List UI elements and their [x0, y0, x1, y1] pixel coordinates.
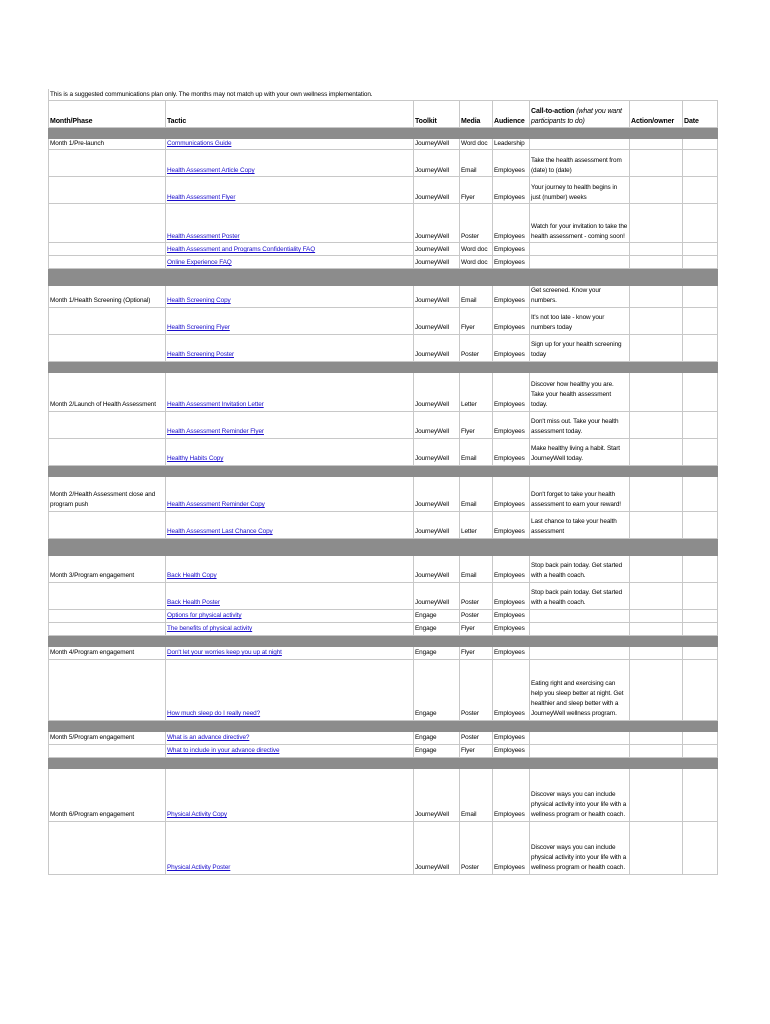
separator-cell	[49, 720, 718, 731]
header-media: Media	[460, 101, 493, 128]
media-cell: Letter	[460, 511, 493, 538]
section-separator	[49, 269, 718, 286]
audience-cell: Employees	[493, 334, 530, 361]
media-cell: Flyer	[460, 744, 493, 757]
toolkit-cell: JourneyWell	[414, 150, 460, 177]
call-to-action-cell	[530, 256, 630, 269]
media-cell: Email	[460, 150, 493, 177]
header-action-owner: Action/owner	[630, 101, 683, 128]
tactic-cell	[166, 411, 414, 438]
tactic-cell	[166, 622, 414, 635]
separator-cell	[49, 269, 718, 286]
call-to-action-cell: Make healthy living a habit. Start JourneyWell today.	[530, 438, 630, 465]
tactic-cell	[166, 256, 414, 269]
table-row	[49, 334, 718, 361]
tactic-cell	[166, 177, 414, 204]
action-owner-cell	[630, 204, 683, 243]
table-row	[49, 411, 718, 438]
call-to-action-cell	[530, 139, 630, 150]
media-cell: Word doc	[460, 256, 493, 269]
tactic-link[interactable]: Health Assessment Article Copy	[167, 167, 255, 174]
call-to-action-cell: Don't forget to take your health assessment to earn your reward!	[530, 476, 630, 511]
media-cell: Poster	[460, 582, 493, 609]
tactic-link[interactable]: Health Assessment Poster	[167, 233, 240, 240]
call-to-action-cell	[530, 622, 630, 635]
tactic-link[interactable]: Health Screening Copy	[167, 297, 231, 305]
phase-cell	[49, 243, 166, 256]
table-row	[49, 555, 718, 582]
audience-cell: Employees	[493, 821, 530, 874]
table-row	[49, 744, 718, 757]
media-cell: Email	[460, 476, 493, 511]
date-cell	[683, 243, 718, 256]
plan-note: This is a suggested communications plan only. The months may not match up with your own wellness implementation.	[49, 89, 718, 101]
phase-cell	[49, 411, 166, 438]
tactic-cell	[166, 438, 414, 465]
audience-cell: Leadership	[493, 139, 530, 150]
toolkit-cell: JourneyWell	[414, 582, 460, 609]
date-cell	[683, 476, 718, 511]
date-cell	[683, 582, 718, 609]
call-to-action-cell	[530, 731, 630, 744]
separator-cell	[49, 128, 718, 139]
date-cell	[683, 744, 718, 757]
call-to-action-cell: Take the health assessment from (date) to (date)	[530, 150, 630, 177]
phase-cell	[49, 438, 166, 465]
tactic-link[interactable]: The benefits of physical activity	[167, 625, 253, 633]
date-cell	[683, 177, 718, 204]
media-cell: Flyer	[460, 411, 493, 438]
audience-cell: Employees	[493, 768, 530, 821]
table-row	[49, 821, 718, 874]
header-row	[49, 101, 718, 128]
table-row	[49, 286, 718, 307]
phase-cell: Month 1/Health Screening (Optional)	[49, 286, 166, 307]
call-to-action-cell: Your journey to health begins in just (number) weeks	[530, 177, 630, 204]
phase-cell	[49, 744, 166, 757]
tactic-cell	[166, 744, 414, 757]
table-row	[49, 204, 718, 243]
table-row	[49, 476, 718, 511]
table-row	[49, 256, 718, 269]
phase-cell	[49, 307, 166, 334]
audience-cell: Employees	[493, 511, 530, 538]
call-to-action-cell: It's not too late - know your numbers today	[530, 307, 630, 334]
audience-cell: Employees	[493, 256, 530, 269]
phase-cell	[49, 622, 166, 635]
audience-cell: Employees	[493, 243, 530, 256]
action-owner-cell	[630, 243, 683, 256]
toolkit-cell: JourneyWell	[414, 768, 460, 821]
phase-cell	[49, 150, 166, 177]
date-cell	[683, 438, 718, 465]
tactic-cell	[166, 243, 414, 256]
toolkit-cell: JourneyWell	[414, 476, 460, 511]
tactic-link[interactable]: Online Experience FAQ	[167, 259, 232, 266]
action-owner-cell	[630, 511, 683, 538]
toolkit-cell: JourneyWell	[414, 177, 460, 204]
table-row	[49, 582, 718, 609]
audience-cell: Employees	[493, 438, 530, 465]
tactic-cell	[166, 372, 414, 411]
tactic-link[interactable]: Physical Activity Poster	[167, 864, 231, 872]
media-cell: Poster	[460, 609, 493, 622]
tactic-cell	[166, 139, 414, 150]
tactic-link[interactable]: Healthy Habits Copy	[167, 455, 224, 463]
media-cell: Poster	[460, 659, 493, 720]
media-cell: Word doc	[460, 243, 493, 256]
section-separator	[49, 128, 718, 139]
table-row	[49, 646, 718, 659]
date-cell	[683, 646, 718, 659]
tactic-link[interactable]: How much sleep do I really need?	[167, 710, 261, 718]
tactic-link[interactable]: Health Assessment and Programs Confidentiality FAQ	[167, 246, 316, 253]
action-owner-cell	[630, 256, 683, 269]
separator-cell	[49, 361, 718, 372]
media-cell: Email	[460, 438, 493, 465]
table-row	[49, 609, 718, 622]
toolkit-cell: JourneyWell	[414, 243, 460, 256]
audience-cell: Employees	[493, 744, 530, 757]
separator-cell	[49, 635, 718, 646]
phase-cell: Month 2/Launch of Health Assessment	[49, 372, 166, 411]
call-to-action-cell: Discover ways you can include physical activity into your life with a wellness program or health coach.	[530, 768, 630, 821]
tactic-cell	[166, 555, 414, 582]
tactic-link[interactable]: Physical Activity Copy	[167, 811, 227, 819]
media-cell: Flyer	[460, 307, 493, 334]
call-to-action-cell	[530, 243, 630, 256]
tactic-link[interactable]: Communications Guide	[167, 140, 232, 147]
toolkit-cell: Engage	[414, 659, 460, 720]
media-cell: Email	[460, 768, 493, 821]
header-audience: Audience	[493, 101, 530, 128]
toolkit-cell: Engage	[414, 609, 460, 622]
section-separator	[49, 720, 718, 731]
header-toolkit: Toolkit	[414, 101, 460, 128]
table-row	[49, 150, 718, 177]
date-cell	[683, 307, 718, 334]
call-to-action-cell: Don't miss out. Take your health assessment today.	[530, 411, 630, 438]
action-owner-cell	[630, 438, 683, 465]
toolkit-cell: JourneyWell	[414, 286, 460, 307]
table-row	[49, 372, 718, 411]
header-cta-italic-1: (what you want	[576, 107, 622, 115]
tactic-link[interactable]: Health Screening Flyer	[167, 324, 230, 332]
header-cta-italic-2: participants to do)	[531, 117, 585, 125]
date-cell	[683, 731, 718, 744]
media-cell: Poster	[460, 204, 493, 243]
phase-cell	[49, 582, 166, 609]
toolkit-cell: JourneyWell	[414, 511, 460, 538]
phase-cell	[49, 659, 166, 720]
toolkit-cell: Engage	[414, 646, 460, 659]
action-owner-cell	[630, 731, 683, 744]
phase-cell: Month 5/Program engagement	[49, 731, 166, 744]
toolkit-cell: JourneyWell	[414, 334, 460, 361]
action-owner-cell	[630, 609, 683, 622]
toolkit-cell: JourneyWell	[414, 307, 460, 334]
note-row	[49, 89, 718, 101]
call-to-action-cell: Stop back pain today. Get started with a health coach.	[530, 555, 630, 582]
date-cell	[683, 609, 718, 622]
section-separator	[49, 361, 718, 372]
date-cell	[683, 256, 718, 269]
action-owner-cell	[630, 476, 683, 511]
header-tactic: Tactic	[166, 101, 414, 128]
date-cell	[683, 511, 718, 538]
phase-cell	[49, 609, 166, 622]
tactic-link[interactable]: What is an advance directive?	[167, 734, 250, 742]
phase-cell	[49, 334, 166, 361]
media-cell: Letter	[460, 372, 493, 411]
tactic-link[interactable]: Health Assessment Flyer	[167, 194, 236, 201]
tactic-cell	[166, 204, 414, 243]
audience-cell: Employees	[493, 731, 530, 744]
audience-cell: Employees	[493, 659, 530, 720]
date-cell	[683, 659, 718, 720]
toolkit-cell: JourneyWell	[414, 204, 460, 243]
media-cell: Email	[460, 555, 493, 582]
media-cell: Word doc	[460, 139, 493, 150]
call-to-action-cell: Sign up for your health screening today	[530, 334, 630, 361]
date-cell	[683, 204, 718, 243]
phase-cell: Month 3/Program engagement	[49, 555, 166, 582]
audience-cell: Employees	[493, 582, 530, 609]
media-cell: Poster	[460, 731, 493, 744]
audience-cell: Employees	[493, 372, 530, 411]
toolkit-cell: Engage	[414, 622, 460, 635]
media-cell: Flyer	[460, 177, 493, 204]
tactic-cell	[166, 307, 414, 334]
header-phase: Month/Phase	[49, 101, 166, 128]
audience-cell: Employees	[493, 177, 530, 204]
phase-cell	[49, 511, 166, 538]
tactic-cell	[166, 609, 414, 622]
phase-cell	[49, 204, 166, 243]
tactic-link[interactable]: Don't let your worries keep you up at night	[167, 649, 282, 657]
phase-cell	[49, 177, 166, 204]
table-row	[49, 622, 718, 635]
separator-cell	[49, 757, 718, 768]
toolkit-cell: JourneyWell	[414, 555, 460, 582]
action-owner-cell	[630, 150, 683, 177]
tactic-cell	[166, 731, 414, 744]
date-cell	[683, 622, 718, 635]
tactic-cell	[166, 476, 414, 511]
tactic-cell	[166, 768, 414, 821]
tactic-cell	[166, 334, 414, 361]
call-to-action-cell: Last chance to take your health assessment	[530, 511, 630, 538]
action-owner-cell	[630, 646, 683, 659]
media-cell: Poster	[460, 334, 493, 361]
audience-cell: Employees	[493, 307, 530, 334]
tactic-cell	[166, 286, 414, 307]
toolkit-cell: JourneyWell	[414, 256, 460, 269]
action-owner-cell	[630, 372, 683, 411]
table-row	[49, 307, 718, 334]
tactic-link[interactable]: Health Assessment Reminder Copy	[167, 501, 265, 509]
toolkit-cell: JourneyWell	[414, 139, 460, 150]
communications-plan-sheet	[48, 89, 717, 875]
header-cta-bold: Call-to-action	[531, 107, 575, 115]
toolkit-cell: JourneyWell	[414, 821, 460, 874]
media-cell: Email	[460, 286, 493, 307]
separator-cell	[49, 465, 718, 476]
call-to-action-cell: Discover how healthy you are. Take your health assessment today.	[530, 372, 630, 411]
communications-plan-table	[48, 89, 718, 875]
action-owner-cell	[630, 622, 683, 635]
tactic-link[interactable]: Back Health Copy	[167, 572, 217, 580]
tactic-cell	[166, 150, 414, 177]
audience-cell: Employees	[493, 609, 530, 622]
call-to-action-cell: Discover ways you can include physical activity into your life with a wellness program or health coach.	[530, 821, 630, 874]
toolkit-cell: JourneyWell	[414, 372, 460, 411]
date-cell	[683, 555, 718, 582]
table-row	[49, 438, 718, 465]
call-to-action-cell	[530, 744, 630, 757]
section-separator	[49, 757, 718, 768]
toolkit-cell: Engage	[414, 731, 460, 744]
toolkit-cell: JourneyWell	[414, 411, 460, 438]
call-to-action-cell: Watch for your invitation to take the health assessment - coming soon!	[530, 204, 630, 243]
audience-cell: Employees	[493, 622, 530, 635]
date-cell	[683, 821, 718, 874]
action-owner-cell	[630, 139, 683, 150]
action-owner-cell	[630, 177, 683, 204]
tactic-link[interactable]: What to include in your advance directive	[167, 747, 280, 755]
toolkit-cell: JourneyWell	[414, 438, 460, 465]
audience-cell: Employees	[493, 555, 530, 582]
audience-cell: Employees	[493, 646, 530, 659]
action-owner-cell	[630, 411, 683, 438]
table-row	[49, 659, 718, 720]
table-row	[49, 177, 718, 204]
action-owner-cell	[630, 744, 683, 757]
date-cell	[683, 411, 718, 438]
date-cell	[683, 768, 718, 821]
tactic-cell	[166, 821, 414, 874]
call-to-action-cell	[530, 646, 630, 659]
table-row	[49, 511, 718, 538]
action-owner-cell	[630, 768, 683, 821]
action-owner-cell	[630, 286, 683, 307]
section-separator	[49, 538, 718, 555]
date-cell	[683, 286, 718, 307]
separator-cell	[49, 538, 718, 555]
tactic-cell	[166, 582, 414, 609]
media-cell: Flyer	[460, 622, 493, 635]
action-owner-cell	[630, 659, 683, 720]
header-call-to-action	[530, 101, 630, 128]
phase-cell: Month 2/Health Assessment close and program push	[49, 476, 166, 511]
tactic-link[interactable]: Health Screening Poster	[167, 351, 234, 359]
call-to-action-cell: Eating right and exercising can help you sleep better at night. Get healthier and sleep better with a JourneyWell wellness program.	[530, 659, 630, 720]
section-separator	[49, 635, 718, 646]
action-owner-cell	[630, 334, 683, 361]
call-to-action-cell: Get screened. Know your numbers.	[530, 286, 630, 307]
tactic-cell	[166, 646, 414, 659]
action-owner-cell	[630, 555, 683, 582]
table-row	[49, 243, 718, 256]
audience-cell: Employees	[493, 204, 530, 243]
toolkit-cell: Engage	[414, 744, 460, 757]
table-row	[49, 768, 718, 821]
media-cell: Poster	[460, 821, 493, 874]
action-owner-cell	[630, 307, 683, 334]
media-cell: Flyer	[460, 646, 493, 659]
audience-cell: Employees	[493, 411, 530, 438]
table-row	[49, 139, 718, 150]
tactic-link[interactable]: Health Assessment Invitation Letter	[167, 401, 264, 409]
header-date: Date	[683, 101, 718, 128]
date-cell	[683, 372, 718, 411]
date-cell	[683, 334, 718, 361]
phase-cell	[49, 821, 166, 874]
tactic-link[interactable]: Health Assessment Last Chance Copy	[167, 528, 273, 536]
phase-cell: Month 1/Pre-launch	[49, 139, 166, 150]
call-to-action-cell: Stop back pain today. Get started with a health coach.	[530, 582, 630, 609]
call-to-action-cell	[530, 609, 630, 622]
tactic-cell	[166, 511, 414, 538]
audience-cell: Employees	[493, 286, 530, 307]
audience-cell: Employees	[493, 476, 530, 511]
section-separator	[49, 465, 718, 476]
tactic-link[interactable]: Back Health Poster	[167, 599, 220, 607]
date-cell	[683, 150, 718, 177]
action-owner-cell	[630, 582, 683, 609]
tactic-link[interactable]: Health Assessment Reminder Flyer	[167, 428, 264, 436]
table-row	[49, 731, 718, 744]
tactic-cell	[166, 659, 414, 720]
date-cell	[683, 139, 718, 150]
phase-cell	[49, 256, 166, 269]
phase-cell: Month 4/Program engagement	[49, 646, 166, 659]
phase-cell: Month 6/Program engagement	[49, 768, 166, 821]
audience-cell: Employees	[493, 150, 530, 177]
tactic-link[interactable]: Options for physical activity	[167, 612, 242, 620]
action-owner-cell	[630, 821, 683, 874]
